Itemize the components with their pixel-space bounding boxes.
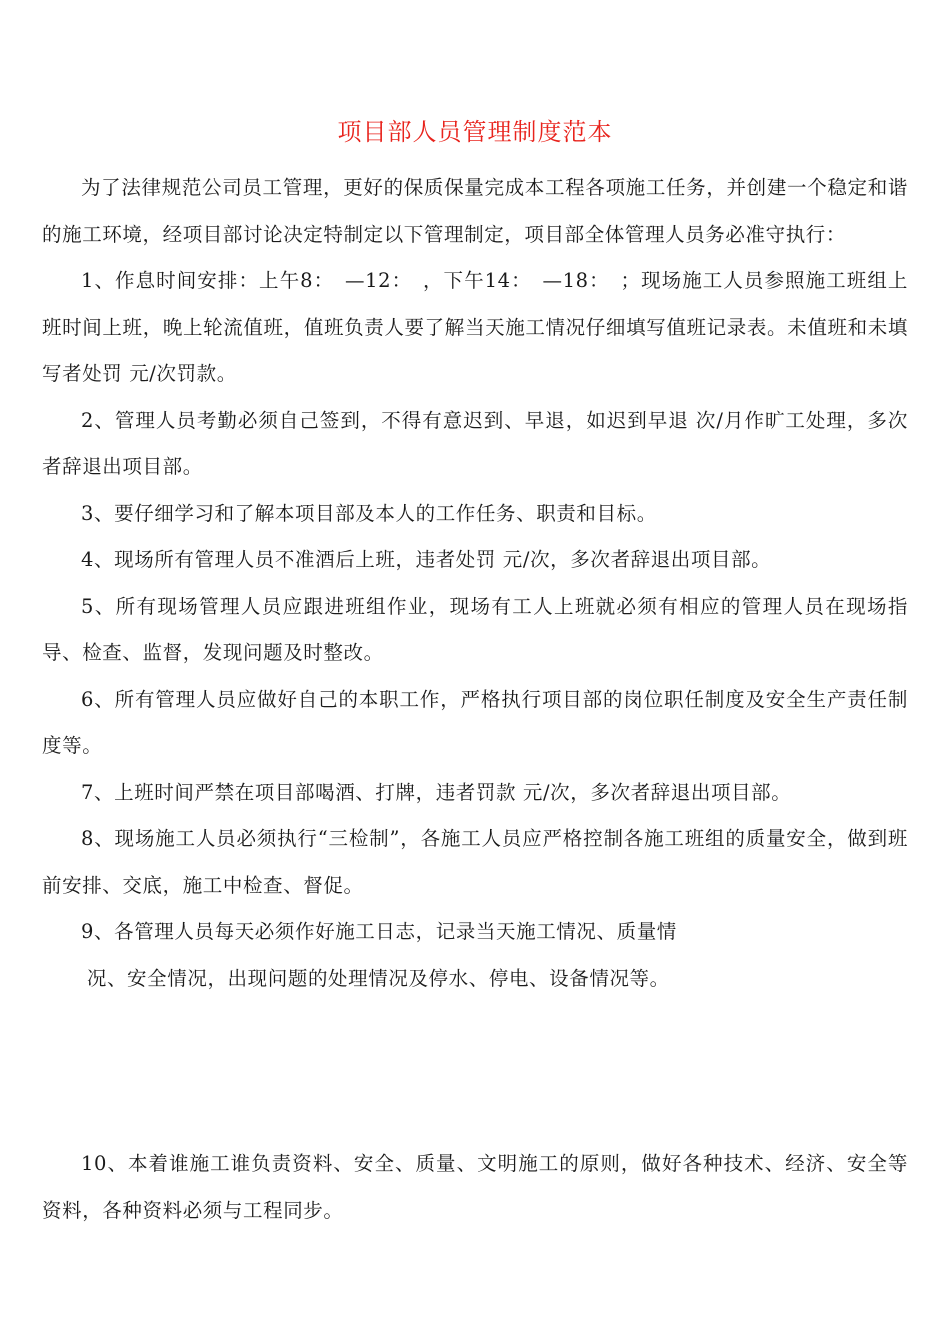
rule-item-4: 4、现场所有管理人员不准酒后上班，违者处罚 元/次，多次者辞退出项目部。 [81, 548, 772, 571]
rule-item-7: 7、上班时间严禁在项目部喝酒、打牌，违者罚款 元/次，多次者辞退出项目部。 [81, 780, 792, 804]
rule-item-9: 9、各管理人员每天必须作好施工日志，记录当天施工情况、质量情 [81, 920, 677, 943]
rule-item-8: 8、现场施工人员必须执行“三检制”，各施工人员应严格控制各施工班组的质量安全，做到班前安排、交底，施工中检查、督促。 [42, 827, 908, 897]
document-body [42, 165, 908, 1234]
rule-item-1: 1、作息时间安排：上午8： —12： ，下午14： —18： ；现场施工人员参照施工班组上班时间上班，晚上轮流值班，值班负责人要了解当天施工情况仔细填写值班记录表。未值班和未填写者处罚 元/次罚款。 [42, 269, 908, 385]
rule-item-10: 10、本着谁施工谁负责资料、安全、质量、文明施工的原则，做好各种技术、经济、安全等资料，各种资料必须与工程同步。 [42, 1152, 908, 1222]
document-title: 项目部人员管理制度范本 [337, 118, 613, 146]
rule-item-2: 2、管理人员考勤必须自己签到，不得有意迟到、早退，如迟到早退 次/月作旷工处理，多次者辞退出项目部。 [42, 408, 908, 478]
rule-item-6: 6、所有管理人员应做好自己的本职工作，严格执行项目部的岗位职任制度及安全生产责任制度等。 [42, 687, 908, 757]
rule-item-3: 3、要仔细学习和了解本项目部及本人的工作任务、职责和目标。 [81, 501, 657, 525]
intro-paragraph: 为了法律规范公司员工管理，更好的保质保量完成本工程各项施工任务，并创建一个稳定和谐的施工环境，经项目部讨论决定特制定以下管理制定，项目部全体管理人员务必准守执行： [42, 176, 908, 246]
rule-item-9-continued: 况、安全情况，出现问题的处理情况及停水、停电、设备情况等。 [86, 966, 670, 990]
blank-gap [42, 1002, 908, 1141]
rule-item-5: 5、所有现场管理人员应跟进班组作业，现场有工人上班就必须有相应的管理人员在现场指导、检查、监督，发现问题及时整改。 [42, 594, 908, 664]
